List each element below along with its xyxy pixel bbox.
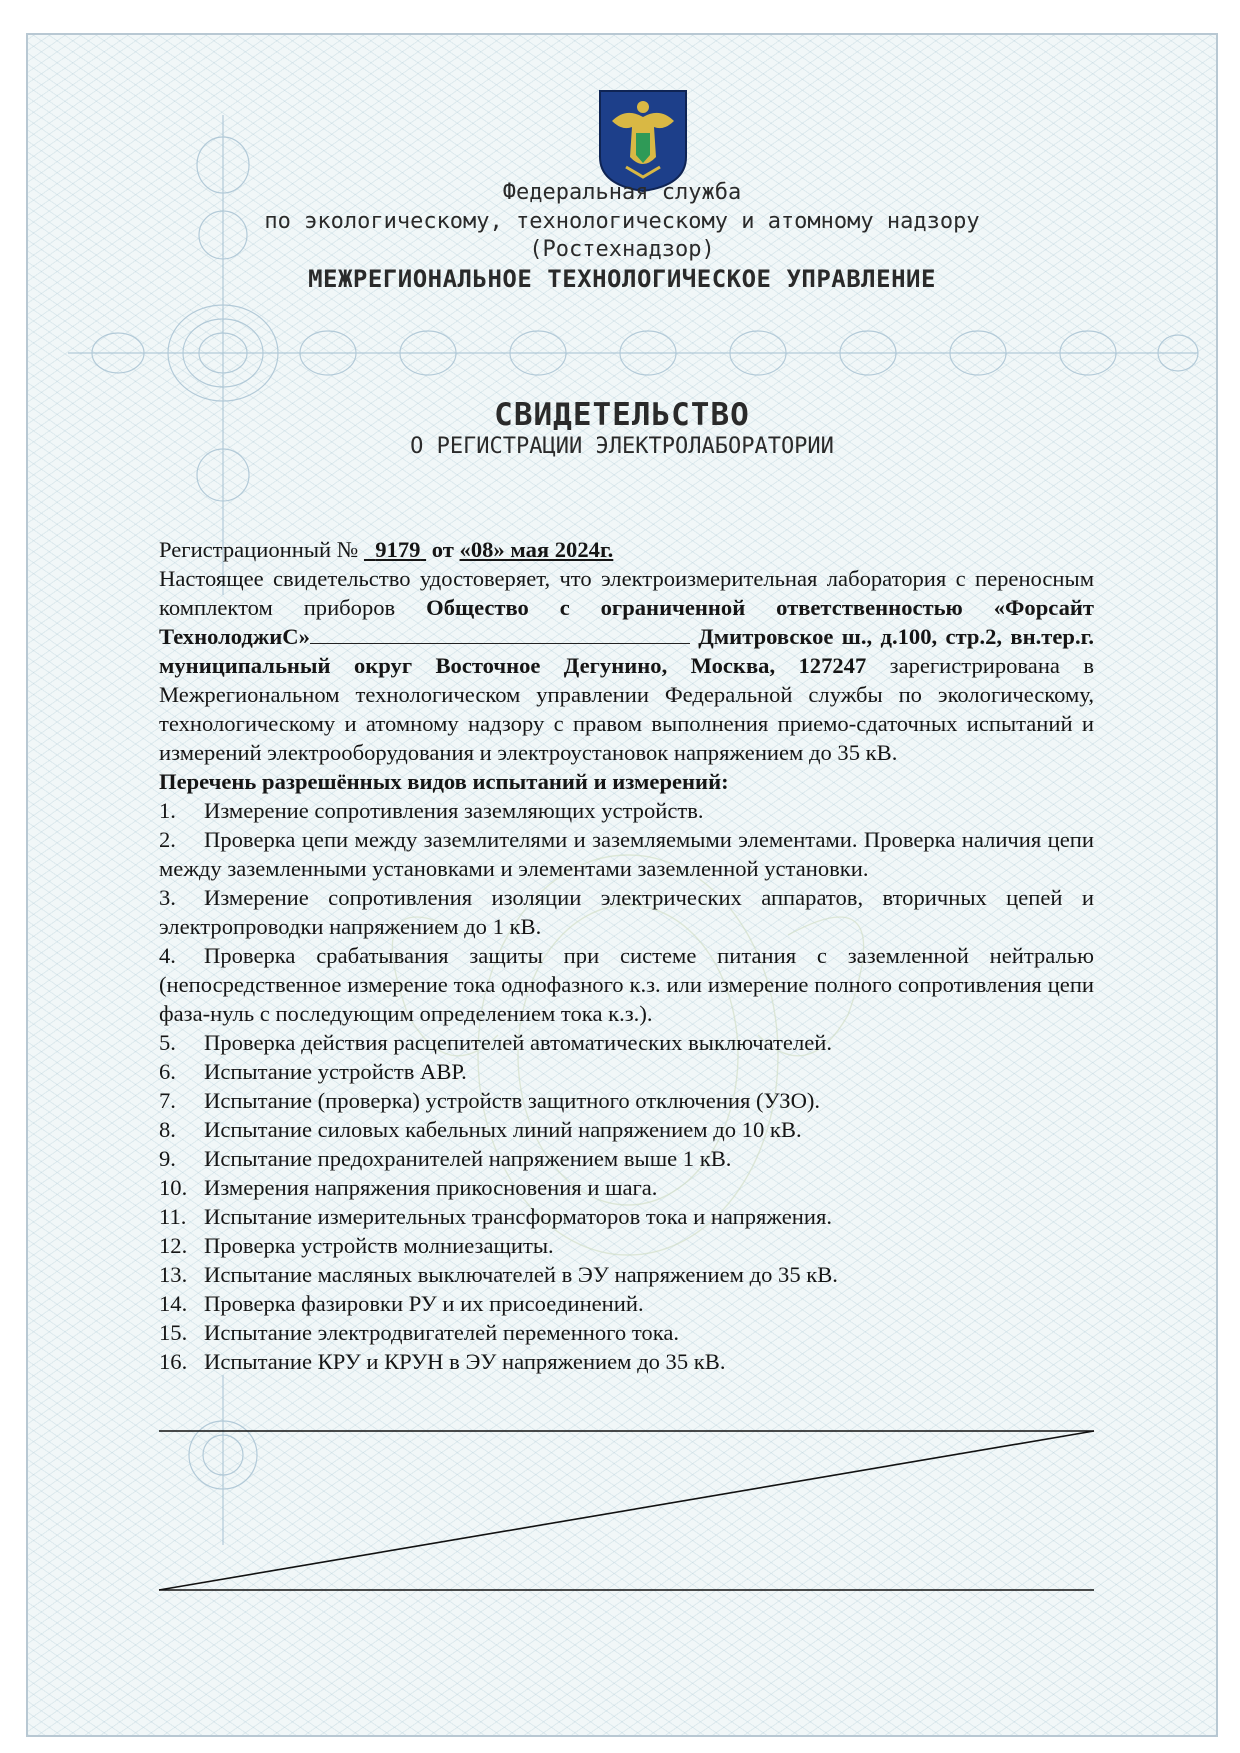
tests-list-title: Перечень разрешённых видов испытаний и измерений: (159, 769, 729, 794)
certificate-sheet (26, 33, 1218, 1737)
list-item: 2. Проверка цепи между заземлителями и заземляемыми элементами. Проверка наличия цепи между заземленными установками и элементами заземленной установки. (159, 827, 1094, 881)
list-item: 5. Проверка действия расцепителей автоматических выключателей. (159, 1030, 832, 1055)
list-item: 13. Испытание масляных выключателей в ЭУ напряжением до 35 кВ. (159, 1262, 838, 1287)
list-item: 4. Проверка срабатывания защиты при системе питания с заземленной нейтралью (непосредственное измерение тока однофазного к.з. или измерение полного сопротивления цепи фаза-нуль с последующим определением тока к.з.). (159, 943, 1094, 1026)
list-item: 10. Измерения напряжения прикосновения и шага. (159, 1175, 658, 1200)
list-item: 6. Испытание устройств АВР. (159, 1059, 467, 1084)
list-item: 14. Проверка фазировки РУ и их присоединений. (159, 1291, 644, 1316)
list-item: 3. Измерение сопротивления изоляции электрических аппаратов, вторичных цепей и электропроводки напряжением до 1 кВ. (159, 885, 1094, 939)
header-department: МЕЖРЕГИОНАЛЬНОЕ ТЕХНОЛОГИЧЕСКОЕ УПРАВЛЕНИЕ (308, 265, 936, 293)
organization-name: Общество с ограниченной ответственностью «Форсайт ТехнолоджиС» (159, 595, 1094, 649)
list-item: 7. Испытание (проверка) устройств защитного отключения (УЗО). (159, 1088, 821, 1113)
list-item: 16. Испытание КРУ и КРУН в ЭУ напряжением до 35 кВ. (159, 1349, 726, 1374)
list-item: 15. Испытание электродвигателей переменного тока. (159, 1320, 680, 1345)
registration-scope-text: зарегистрирована в Межрегиональном технологическом управлении Федеральной службы по экологическому, технологическому и атомному надзору с правом выполнения приемо-сдаточных испытаний и измерений электрооборудования и электроустановок напряжением до 35 кВ. (159, 653, 1094, 765)
list-item: 8. Испытание силовых кабельных линий напряжением до 10 кВ. (159, 1117, 802, 1142)
header-agency-short: (Ростехнадзор) (529, 237, 715, 262)
list-item: 12. Проверка устройств молниезащиты. (159, 1233, 554, 1258)
z-cancel-lines (28, 35, 1216, 1735)
header-agency-line: Федеральная служба (502, 180, 742, 205)
registration-date: «08» мая 2024г. (459, 537, 614, 562)
list-item: 1. Измерение сопротивления заземляющих устройств. (159, 798, 704, 823)
registration-number: 9179 (375, 537, 421, 562)
document-subtitle: О РЕГИСТРАЦИИ ЭЛЕКТРОЛАБОРАТОРИИ (410, 434, 834, 459)
registration-from: от (431, 537, 454, 562)
list-item: 11. Испытание измерительных трансформаторов тока и напряжения. (159, 1204, 832, 1229)
registration-label: Регистрационный № (159, 537, 359, 562)
list-item: 9. Испытание предохранителей напряжением выше 1 кВ. (159, 1146, 732, 1171)
intro-text: Настоящее свидетельство удостоверяет, что электроизмерительная лаборатория с переносным комплектом приборов (159, 566, 1094, 620)
cancel-line-diagonal (159, 1431, 1094, 1590)
organization-address: Дмитровское ш., д.100, стр.2, вн.тер.г. муниципальный округ Восточное Дегунино, Москва, 127247 (159, 624, 1094, 678)
header-agency-scope: по экологическому, технологическому и атомному надзору (264, 209, 980, 234)
document-title: СВИДЕТЕЛЬСТВО (494, 397, 750, 433)
